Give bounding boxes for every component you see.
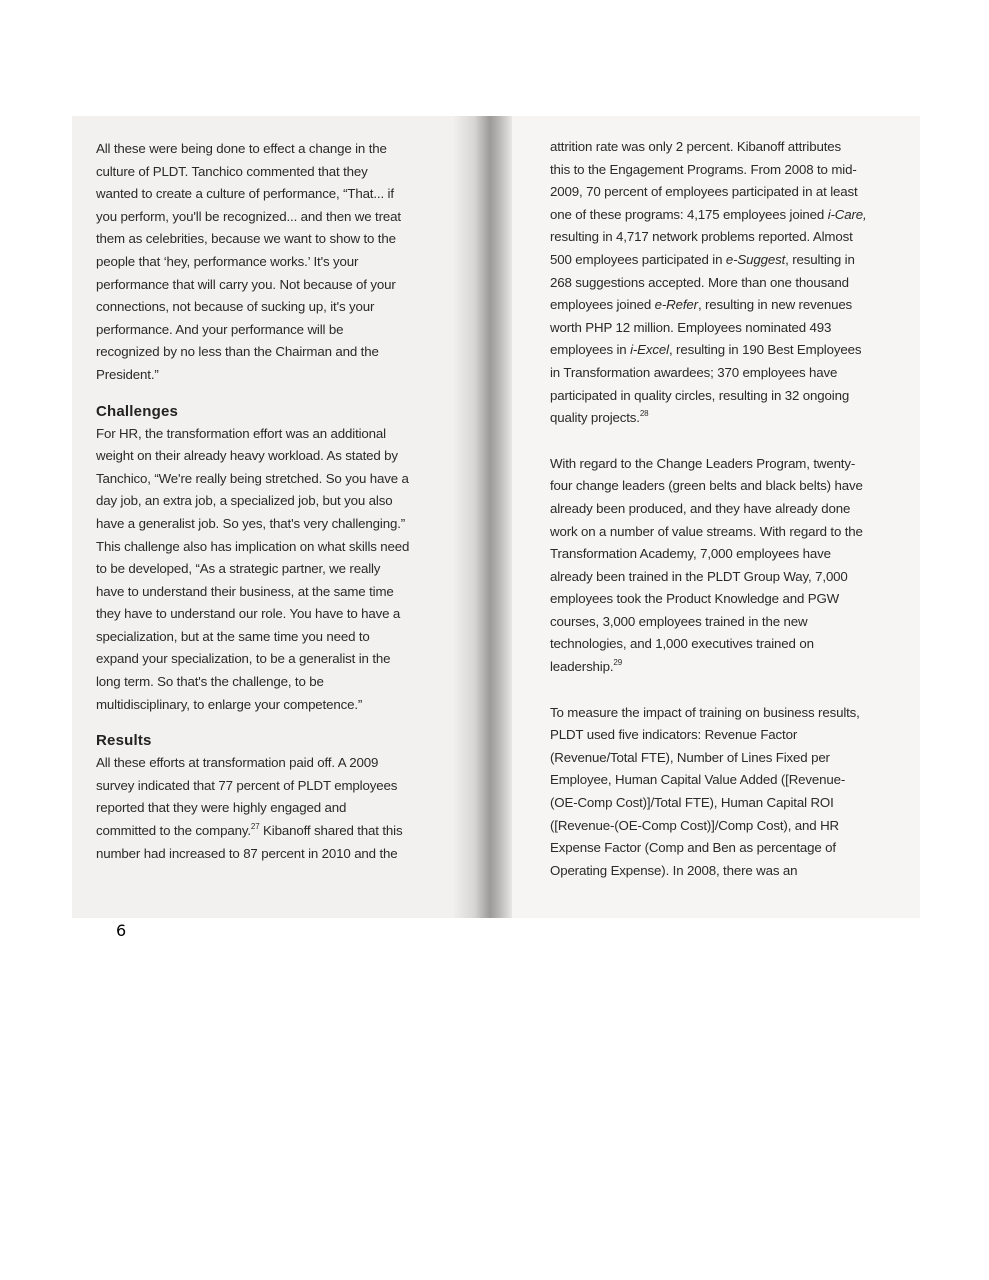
paragraph-training-impact xyxy=(550,702,888,883)
text-line: performance. And your performance will be xyxy=(96,321,344,337)
text-line: four change leaders (green belts and black belts) have xyxy=(550,478,863,494)
text-line: number had increased to 87 percent in 2010 and the xyxy=(96,845,398,861)
footnote-ref-29: 29 xyxy=(613,657,623,667)
text-fragment: 500 employees participated in xyxy=(550,251,726,267)
text-line: With regard to the Change Leaders Program, twenty- xyxy=(550,455,856,471)
heading-challenges: Challenges xyxy=(96,402,179,420)
text-fragment: employees in xyxy=(550,342,631,358)
text-line: recognized by no less than the Chairman and the xyxy=(96,344,379,360)
text-line: expand your specialization, to be a generalist in the xyxy=(96,651,391,667)
paragraph-change-leaders xyxy=(550,453,888,679)
text-line: this to the Engagement Programs. From 2008 to mid- xyxy=(550,161,857,177)
program-name-esuggest: e-Suggest xyxy=(725,251,786,267)
text-line: Transformation Academy, 7,000 employees have xyxy=(550,546,831,562)
text-fragment: leadership. xyxy=(550,659,614,675)
text-line: to be developed, “As a strategic partner, we really xyxy=(96,561,381,577)
spacer xyxy=(96,716,444,730)
paragraph-culture xyxy=(96,138,444,387)
text-line: survey indicated that 77 percent of PLDT employees xyxy=(96,777,398,793)
text-line: them as celebrities, because we want to show to the xyxy=(96,231,396,247)
text-line xyxy=(550,339,888,362)
spacer xyxy=(550,430,888,453)
text-line: participated in quality circles, resulting in 32 ongoing xyxy=(550,387,850,403)
text-line: people that ‘hey, performance works.’ It's your xyxy=(96,253,359,269)
paragraph-results xyxy=(96,752,444,865)
text-line: already been produced, and they have already done xyxy=(550,500,851,516)
text-line: day job, an extra job, a specialized job, but you also xyxy=(96,493,393,509)
text-line: work on a number of value streams. With regard to the xyxy=(550,523,863,539)
right-page-text xyxy=(550,136,888,882)
text-fragment: quality projects. xyxy=(550,410,640,426)
footnote-ref-28: 28 xyxy=(639,408,649,418)
text-line: Expense Factor (Comp and Ben as percentage of xyxy=(550,840,836,856)
text-line xyxy=(550,249,888,272)
text-line: in Transformation awardees; 370 employees have xyxy=(550,364,838,380)
text-line: have a generalist job. So yes, that's very challenging.” xyxy=(96,515,406,531)
text-line xyxy=(550,294,888,317)
text-line: resulting in 4,717 network problems reported. Almost xyxy=(550,229,853,245)
program-name-erefer: e-Refer xyxy=(654,297,698,313)
text-fragment: , resulting in xyxy=(785,251,855,267)
text-line xyxy=(550,656,888,679)
page-number: 6 xyxy=(116,921,127,940)
text-line: All these were being done to effect a change in the xyxy=(96,141,387,156)
book-gutter-shadow xyxy=(454,116,512,918)
text-line: performance that will carry you. Not because of your xyxy=(96,276,396,292)
text-line: To measure the impact of training on business results, xyxy=(550,704,860,720)
text-line: already been trained in the PLDT Group Way, 7,000 xyxy=(550,568,848,584)
text-line: connections, not because of sucking up, it's your xyxy=(96,299,375,315)
text-line: have to understand their business, at the same time xyxy=(96,583,394,599)
text-line: Tanchico, “We're really being stretched. So you have a xyxy=(96,470,409,486)
text-line: courses, 3,000 employees trained in the new xyxy=(550,613,808,629)
text-line: ([Revenue-(OE-Comp Cost)]/Comp Cost), and HR xyxy=(550,817,839,833)
text-line: multidisciplinary, to enlarge your competence.” xyxy=(96,696,363,712)
text-fragment: employees joined xyxy=(550,297,655,313)
text-line: PLDT used five indicators: Revenue Factor xyxy=(550,727,798,743)
program-name-iexcel: i-Excel xyxy=(630,342,669,358)
text-fragment: committed to the company. xyxy=(96,823,251,839)
text-line: you perform, you'll be recognized... and then we treat xyxy=(96,208,401,224)
text-line xyxy=(550,407,888,430)
spacer xyxy=(96,387,444,401)
text-line: (Revenue/Total FTE), Number of Lines Fixed per xyxy=(550,749,830,765)
text-line: long term. So that's the challenge, to be xyxy=(96,674,324,690)
footnote-ref-27: 27 xyxy=(250,821,260,831)
text-line: 268 suggestions accepted. More than one thousand xyxy=(550,274,849,290)
text-line: wanted to create a culture of performance, “That... if xyxy=(96,186,394,202)
text-line: For HR, the transformation effort was an additional xyxy=(96,425,386,441)
text-line: 2009, 70 percent of employees participated in at least xyxy=(550,184,858,200)
text-fragment: one of these programs: 4,175 employees joined xyxy=(550,206,828,222)
text-line: culture of PLDT. Tanchico commented that they xyxy=(96,163,368,179)
text-line: employees took the Product Knowledge and PGW xyxy=(550,591,840,607)
text-fragment: Kibanoff shared that this xyxy=(259,823,403,839)
text-line xyxy=(550,204,888,227)
text-line: President.” xyxy=(96,366,159,382)
heading-results: Results xyxy=(96,732,152,750)
text-line: This challenge also has implication on what skills need xyxy=(96,538,410,554)
paragraph-challenges xyxy=(96,423,444,717)
text-line: worth PHP 12 million. Employees nominated 493 xyxy=(550,319,832,335)
text-line: technologies, and 1,000 executives trained on xyxy=(550,636,814,652)
text-line: attrition rate was only 2 percent. Kibanoff attributes xyxy=(550,139,842,154)
program-name-icare: i-Care, xyxy=(827,206,867,222)
text-line: specialization, but at the same time you need to xyxy=(96,628,370,644)
left-page-text xyxy=(96,138,444,865)
scanned-book-spread xyxy=(72,116,920,918)
text-line: weight on their already heavy workload. As stated by xyxy=(96,448,398,464)
text-fragment: , resulting in new revenues xyxy=(697,297,853,313)
text-line: Employee, Human Capital Value Added ([Revenue- xyxy=(550,772,846,788)
spacer xyxy=(550,679,888,702)
text-line: All these efforts at transformation paid off. A 2009 xyxy=(96,755,379,771)
text-line: Operating Expense). In 2008, there was an xyxy=(550,862,798,878)
text-line: they have to understand our role. You have to have a xyxy=(96,606,401,622)
text-fragment: , resulting in 190 Best Employees xyxy=(668,342,862,358)
text-line: (OE-Comp Cost)]/Total FTE), Human Capital ROI xyxy=(550,795,834,811)
text-line xyxy=(96,820,444,843)
paragraph-engagement xyxy=(550,136,888,430)
text-line: reported that they were highly engaged and xyxy=(96,800,347,816)
